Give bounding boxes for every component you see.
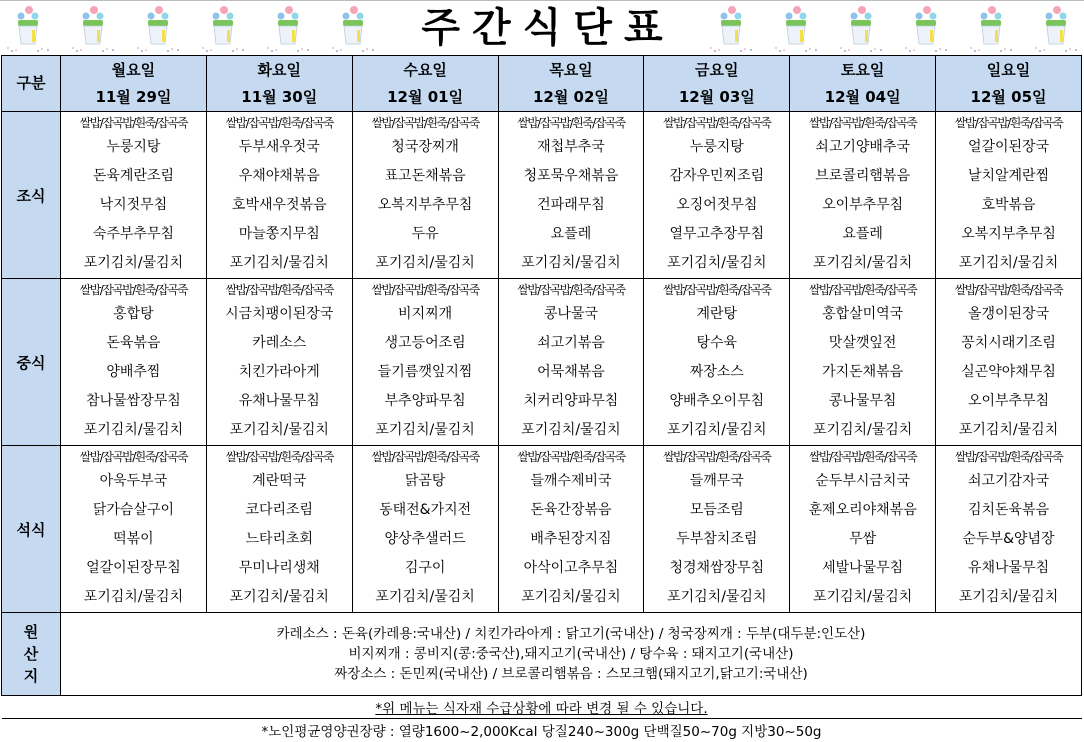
meal-row — [2, 446, 1082, 613]
menu-item: 쌀밥/잡곡밥/흰죽/잡곡죽 — [371, 283, 479, 297]
menu-item: 배추된장지짐 — [530, 531, 612, 547]
menu-item: 얼갈이된장국 — [967, 139, 1050, 155]
day-header — [498, 56, 644, 112]
menu-item: 세발나물무침 — [822, 560, 904, 576]
menu-item: 포기김치/물김치 — [521, 255, 621, 271]
menu-item: 쇠고기감자국 — [967, 473, 1050, 489]
day-date: 12월 01일 — [387, 87, 464, 106]
menu-item: 포기김치/물김치 — [667, 589, 767, 605]
meal-label: 조식 — [2, 112, 61, 279]
day-name: 화요일 — [257, 60, 301, 79]
menu-item: 쇠고기볶음 — [537, 335, 605, 351]
menu-item: 치커리양파무침 — [523, 393, 619, 409]
menu-item: 어묵채볶음 — [537, 364, 605, 380]
menu-item: 포기김치/물김치 — [812, 422, 913, 438]
menu-item: 코다리조림 — [245, 502, 314, 518]
menu-item: 포기김치/물김치 — [229, 422, 329, 438]
menu-item: 무쌈 — [849, 531, 877, 547]
menu-item: 짜장소스 — [689, 364, 744, 380]
menu-item: 들기름깻잎지찜 — [377, 364, 473, 380]
menu-cell — [790, 279, 936, 446]
menu-item: 돈육계란조림 — [92, 168, 174, 184]
menu-item: 아삭이고추무침 — [523, 560, 619, 576]
menu-item: 탕수육 — [696, 335, 738, 351]
menu-item: 실곤약야채무침 — [961, 364, 1056, 380]
day-header — [790, 56, 936, 112]
menu-item: 요플레 — [550, 226, 592, 242]
menu-item: 아욱두부국 — [99, 473, 168, 489]
menu-item: 꽁치시래기조림 — [961, 335, 1056, 351]
menu-item: 두부참치조림 — [676, 531, 758, 547]
flower-pot-icon — [835, 4, 885, 54]
menu-cell — [790, 112, 936, 279]
menu-cell — [352, 279, 498, 446]
nutrition-info: *노인평균영양권장량 : 열량1600~2,000Kcal 당질240~300g 단백질50~70g 지방30~50g — [2, 719, 1082, 742]
menu-cell — [206, 279, 352, 446]
menu-item: 무미나리생채 — [238, 560, 320, 576]
menu-item: 오이부추무침 — [967, 393, 1050, 409]
menu-item: 포기김치/물김치 — [958, 422, 1059, 438]
menu-item: 포기김치/물김치 — [229, 255, 329, 271]
menu-cell — [61, 446, 207, 613]
flower-pot-icon — [132, 4, 182, 54]
menu-item: 콩나물국 — [543, 306, 598, 322]
menu-item: 생고등어조림 — [384, 335, 466, 351]
menu-item: 김치돈육볶음 — [967, 502, 1050, 518]
menu-cell — [61, 112, 207, 279]
flower-pot-icon — [1030, 4, 1080, 54]
menu-item: 쌀밥/잡곡밥/흰죽/잡곡죽 — [809, 283, 917, 297]
day-name: 토요일 — [840, 60, 885, 79]
menu-cell — [206, 446, 352, 613]
menu-item: 브로콜리햄볶음 — [815, 168, 910, 184]
menu-item: 포기김치/물김치 — [812, 589, 913, 605]
menu-item: 쌀밥/잡곡밥/흰죽/잡곡죽 — [809, 450, 917, 464]
menu-item: 비지찌개 — [398, 306, 453, 322]
origin-label: 원 산 지 — [2, 613, 61, 696]
menu-item: 우채야채볶음 — [238, 168, 320, 184]
menu-item: 계란탕 — [696, 306, 738, 322]
menu-item: 포기김치/물김치 — [521, 422, 621, 438]
menu-item: 돈육간장볶음 — [530, 502, 612, 518]
menu-cell — [644, 279, 790, 446]
menu-item: 순두부&양념장 — [962, 531, 1055, 547]
menu-item: 마늘쫑지무침 — [238, 226, 320, 242]
menu-item: 누룽지탕 — [689, 139, 744, 155]
day-header — [644, 56, 790, 112]
menu-item: 떡볶이 — [113, 531, 154, 547]
menu-item: 쌀밥/잡곡밥/흰죽/잡곡죽 — [79, 283, 188, 297]
origin-line: 비지찌개 : 콩비지(콩:중국산),돼지고기(국내산) / 탕수육 : 돼지고기(국내산) — [348, 646, 794, 662]
day-date: 11월 29일 — [95, 87, 172, 106]
menu-item: 느타리초회 — [245, 531, 314, 547]
menu-item: 시금치팽이된장국 — [225, 306, 334, 322]
menu-item: 쇠고기양배추국 — [815, 139, 910, 155]
menu-item: 숙주부추무침 — [92, 226, 174, 242]
menu-item: 쌀밥/잡곡밥/흰죽/잡곡죽 — [79, 116, 188, 130]
menu-item: 쌀밥/잡곡밥/흰죽/잡곡죽 — [225, 116, 333, 130]
menu-cell — [498, 446, 644, 613]
menu-item: 포기김치/물김치 — [375, 422, 475, 438]
menu-cell — [936, 279, 1082, 446]
menu-item: 쌀밥/잡곡밥/흰죽/잡곡죽 — [663, 450, 771, 464]
category-header: 구분 — [2, 56, 61, 112]
menu-item: 포기김치/물김치 — [958, 255, 1059, 271]
weekly-menu-table — [1, 55, 1082, 742]
menu-item: 두부새우젓국 — [238, 139, 320, 155]
menu-item: 오복지부추무침 — [377, 197, 473, 213]
day-name: 일요일 — [986, 60, 1031, 79]
menu-item: 들깨수제비국 — [530, 473, 612, 489]
menu-item: 들깨무국 — [689, 473, 744, 489]
menu-item: 건파래무침 — [537, 197, 605, 213]
menu-item: 부추양파무침 — [384, 393, 466, 409]
flower-pot-icon — [197, 4, 247, 54]
origin-line: 짜장소스 : 돈민찌(국내산) / 브로콜리햄볶음 : 스모크햄(돼지고기,닭고기:국내산) — [334, 666, 808, 682]
menu-item: 닭가슴살구이 — [92, 502, 174, 518]
menu-item: 쌀밥/잡곡밥/흰죽/잡곡죽 — [517, 283, 625, 297]
menu-item: 카레소스 — [252, 335, 307, 351]
meal-label: 중식 — [2, 279, 61, 446]
meal-label: 석식 — [2, 446, 61, 613]
menu-item: 청포묵우채볶음 — [523, 168, 619, 184]
menu-item: 포기김치/물김치 — [667, 422, 767, 438]
flower-pot-icon — [2, 4, 52, 54]
menu-cell — [498, 279, 644, 446]
page-title: 주간식단표 — [392, 3, 692, 53]
menu-item: 포기김치/물김치 — [375, 255, 475, 271]
title-banner — [0, 0, 1084, 55]
menu-item: 쌀밥/잡곡밥/흰죽/잡곡죽 — [663, 116, 771, 130]
menu-item: 요플레 — [842, 226, 883, 242]
menu-item: 포기김치/물김치 — [958, 589, 1059, 605]
menu-item: 쌀밥/잡곡밥/흰죽/잡곡죽 — [225, 450, 333, 464]
menu-item: 오복지부추무침 — [961, 226, 1056, 242]
day-header — [936, 56, 1082, 112]
menu-cell — [498, 112, 644, 279]
day-name: 금요일 — [695, 60, 739, 79]
flower-pot-icon — [900, 4, 950, 54]
menu-item: 쌀밥/잡곡밥/흰죽/잡곡죽 — [225, 283, 333, 297]
menu-item: 올갱이된장국 — [967, 306, 1050, 322]
menu-cell — [352, 446, 498, 613]
flower-pot-icon — [67, 4, 117, 54]
menu-item: 표고돈채볶음 — [384, 168, 466, 184]
menu-item: 가지돈채볶음 — [822, 364, 904, 380]
day-name: 목요일 — [549, 60, 593, 79]
flower-pot-icon — [262, 4, 312, 54]
menu-cell — [936, 112, 1082, 279]
menu-item: 청국장찌개 — [391, 139, 459, 155]
meal-row — [2, 279, 1082, 446]
menu-item: 감자우민찌조림 — [669, 168, 765, 184]
menu-item: 오징어젓무침 — [676, 197, 758, 213]
menu-item: 홍합탕 — [113, 306, 154, 322]
menu-item: 쌀밥/잡곡밥/흰죽/잡곡죽 — [809, 116, 917, 130]
day-date: 12월 03일 — [678, 87, 755, 106]
menu-item: 쌀밥/잡곡밥/흰죽/잡곡죽 — [517, 116, 625, 130]
menu-item: 유채나물무침 — [967, 560, 1050, 576]
menu-item: 모듬조림 — [689, 502, 744, 518]
menu-item: 포기김치/물김치 — [667, 255, 767, 271]
menu-item: 치킨가라아게 — [238, 364, 320, 380]
flower-pot-icon — [770, 4, 820, 54]
menu-item: 돈육볶음 — [106, 335, 161, 351]
menu-item: 쌀밥/잡곡밥/흰죽/잡곡죽 — [663, 283, 771, 297]
menu-item: 홍합살미역국 — [822, 306, 904, 322]
day-header — [61, 56, 207, 112]
menu-cell — [61, 279, 207, 446]
menu-cell — [644, 112, 790, 279]
menu-item: 쌀밥/잡곡밥/흰죽/잡곡죽 — [954, 116, 1063, 130]
menu-item: 청경채쌈장무침 — [669, 560, 765, 576]
menu-item: 낙지젓무침 — [99, 197, 168, 213]
menu-item: 쌀밥/잡곡밥/흰죽/잡곡죽 — [517, 450, 625, 464]
origin-info — [61, 613, 1082, 696]
menu-cell — [206, 112, 352, 279]
menu-item: 재첩부추국 — [537, 139, 605, 155]
menu-cell — [644, 446, 790, 613]
menu-item: 얼갈이된장무침 — [86, 560, 181, 576]
menu-item: 훈제오리야채볶음 — [808, 502, 917, 518]
menu-item: 계란떡국 — [252, 473, 307, 489]
menu-item: 양배추찜 — [106, 364, 161, 380]
day-date: 12월 04일 — [824, 87, 901, 106]
menu-item: 양배추오이무침 — [669, 393, 765, 409]
menu-item: 포기김치/물김치 — [521, 589, 621, 605]
flower-pot-icon — [327, 4, 377, 54]
day-header — [206, 56, 352, 112]
menu-item: 포기김치/물김치 — [83, 589, 184, 605]
menu-item: 호박새우젓볶음 — [231, 197, 327, 213]
menu-cell — [936, 446, 1082, 613]
menu-item: 참나물쌈장무침 — [86, 393, 181, 409]
day-date: 12월 05일 — [970, 87, 1047, 106]
menu-cell — [352, 112, 498, 279]
menu-item: 유채나물무침 — [238, 393, 320, 409]
day-header — [352, 56, 498, 112]
menu-item: 맛살깻잎전 — [828, 335, 897, 351]
menu-item: 쌀밥/잡곡밥/흰죽/잡곡죽 — [954, 450, 1063, 464]
menu-item: 쌀밥/잡곡밥/흰죽/잡곡죽 — [371, 450, 479, 464]
day-date: 12월 02일 — [532, 87, 609, 106]
menu-item: 호박볶음 — [981, 197, 1036, 213]
menu-item: 열무고추장무침 — [669, 226, 765, 242]
menu-item: 닭곰탕 — [404, 473, 446, 489]
menu-item: 포기김치/물김치 — [812, 255, 913, 271]
menu-item: 양상추샐러드 — [384, 531, 466, 547]
menu-item: 포기김치/물김치 — [83, 422, 184, 438]
menu-item: 포기김치/물김치 — [83, 255, 184, 271]
menu-item: 오이부추무침 — [822, 197, 904, 213]
menu-item: 포기김치/물김치 — [229, 589, 329, 605]
menu-item: 누룽지탕 — [106, 139, 161, 155]
menu-cell — [790, 446, 936, 613]
meal-row — [2, 112, 1082, 279]
menu-item: 포기김치/물김치 — [375, 589, 475, 605]
flower-pot-icon — [705, 4, 755, 54]
menu-item: 김구이 — [404, 560, 446, 576]
menu-item: 동태전&가지전 — [379, 502, 472, 518]
notice: *위 메뉴는 식자재 수급상황에 따라 변경 될 수 있습니다. — [2, 696, 1082, 719]
menu-item: 순두부시금치국 — [815, 473, 910, 489]
day-name: 월요일 — [111, 60, 156, 79]
menu-item: 날치알계란찜 — [967, 168, 1050, 184]
flower-pot-icon — [965, 4, 1015, 54]
origin-line: 카레소스 : 돈육(카레용:국내산) / 치킨가라아게 : 닭고기(국내산) / 청국장찌개 : 두부(대두분:인도산) — [276, 626, 866, 642]
day-name: 수요일 — [403, 60, 447, 79]
menu-item: 두유 — [411, 226, 439, 242]
day-date: 11월 30일 — [241, 87, 318, 106]
menu-item: 콩나물무침 — [828, 393, 897, 409]
menu-item: 쌀밥/잡곡밥/흰죽/잡곡죽 — [79, 450, 188, 464]
menu-item: 쌀밥/잡곡밥/흰죽/잡곡죽 — [954, 283, 1063, 297]
menu-item: 쌀밥/잡곡밥/흰죽/잡곡죽 — [371, 116, 479, 130]
